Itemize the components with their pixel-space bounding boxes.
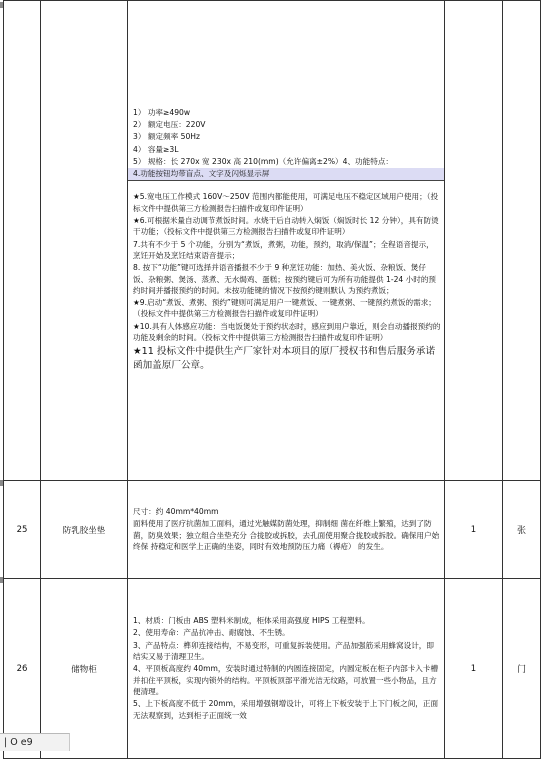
- spec-line: 2、使用寿命：产品抗冲击、耐腐蚀、不生锈。: [133, 628, 290, 638]
- spec-paragraph: ★5.宽电压工作模式 160V～250V 范围内都能使用，可满足电压不稳定区域用户使用；（投标文件中提供第三方检测报告扫描件或复印件证明）: [133, 192, 439, 213]
- spec-paragraph: 8. 按下“功能”键可选择并语音播报不少于 9 种烹饪功能：加热、美火饭、杂粮饭、煲仔饭、杂粮粥、煲汤、蒸煮、无水焗鸡、蛋糕；按预约键后可为所有功能提供 1-24 小时的预约时间并播报预约的时间。未按功能键的情况下按预约键则默认 为预约煮饭；: [133, 263, 437, 295]
- spec-line-highlighted: 4.功能按钮均带盲点、文字及闪烁显示屏: [128, 168, 444, 181]
- item-name: [41, 1, 128, 481]
- spec-line: 4、平顶板高度约 40mm，安装时通过特制的内圆连接固定，内圆定板在柜子内部卡入卡槽并扣住平顶板，实现内锁外的结构。平顶板顶部平滑光洁无纹路，可放置一些小物品，且方便清理。: [133, 664, 439, 696]
- spec-line: 3） 额定频率 50Hz: [133, 132, 200, 142]
- spec-line: 5、上下板高度不低于 20mm，采用增强钢增设计，可将上下板安装于上下门板之间，正面无法观察到，达到柜子正面统一效: [133, 699, 439, 720]
- spec-size: 尺寸：约 40mm*40mm: [133, 506, 219, 516]
- spec-table: [3, 0, 541, 759]
- table-row: [4, 481, 541, 579]
- spec-line: 1） 功率≥490w: [133, 107, 191, 117]
- item-name: 储物柜: [41, 579, 128, 759]
- item-unit: 门: [503, 579, 541, 759]
- item-unit: 张: [503, 481, 541, 579]
- spec-line: 5） 规格：长 270x 宽 230x 高 210(mm)（允许偏离±2%）4、功能特点：: [133, 156, 394, 166]
- spec-line: 3、产品特点：榫卯连接结构，不易变形，可重复拆装使用。产品加强筋采用蜂窝设计，即结实又易于清理卫生。: [133, 640, 434, 662]
- page-edge-mark: [0, 480, 3, 486]
- status-bar[interactable]: | O e9: [0, 733, 70, 751]
- item-number: 25: [4, 481, 41, 579]
- spec-line: 2） 额定电压：220V: [133, 119, 206, 129]
- item-specification: [128, 579, 445, 759]
- spacer: [128, 181, 444, 191]
- authorization-note: ★11 投标文件中提供生产厂家针对本项目的原厂授权书和售后服务承诺函加盖原厂公章。: [133, 346, 436, 372]
- spec-paragraph: ★6.可根据米量自动调节煮饭时间。水烧干后自动转入焖饭（焖饭时长 12 分钟），具有防烫干功能；（投标文件中提供第三方检测报告扫描件或复印件证明）: [133, 216, 439, 237]
- page-edge-mark: [0, 577, 3, 583]
- item-quantity: 1: [445, 481, 503, 579]
- item-quantity: [445, 1, 503, 481]
- item-name: 防乳胶坐垫: [41, 481, 128, 579]
- item-number: [4, 1, 41, 481]
- spec-line: 4） 容量≥3L: [133, 144, 179, 154]
- table-row: [4, 1, 541, 481]
- item-quantity: 1: [445, 579, 503, 759]
- spec-line: 1、材质：门板由 ABS 塑料米制成，柜体采用高强度 HIPS 工程塑料。: [133, 616, 370, 626]
- item-unit: [503, 1, 541, 481]
- item-specification: [128, 481, 445, 579]
- table-row: [4, 579, 541, 759]
- spec-paragraph: 面料使用了医疗抗菌加工面料，通过光触媒防菌处理，抑制细 菌在纤维上繁殖，达到了防菌，防臭效果；独立组合坐垫充分 合拢胶或拆胶，去孔面使用聚合拢胶或拆胶。确保用户始终保 持稳定和医学上正确的坐姿，同时有效地预防压力痛（褥疮） 的发生。: [133, 519, 440, 551]
- page-edge-mark: [0, 2, 3, 8]
- spec-paragraph: ★9.启动“煮饭、煮粥、预约”键则可满足用户一键煮饭、一键煮粥、一键预约煮饭的需求；（投标文件中提供第三方检测报告扫描件或复印件证明）: [133, 298, 436, 319]
- item-specification: [128, 1, 445, 481]
- item-number: 26: [4, 579, 41, 759]
- spec-paragraph: ★10.具有人体感应功能：当电饭煲处于预约状态时，感应到用户靠近，则会自动播报预约的功能及剩余的时间。（投标文件中提供第三方检测报告扫描件或复印件证明）: [133, 321, 441, 343]
- spec-paragraph: 7.共有不少于 5 个功能，分别为“煮饭，煮粥，功能，预约，取消/保温”；全程语音提示，烹饪开始及烹饪结束语音提示；: [133, 239, 434, 260]
